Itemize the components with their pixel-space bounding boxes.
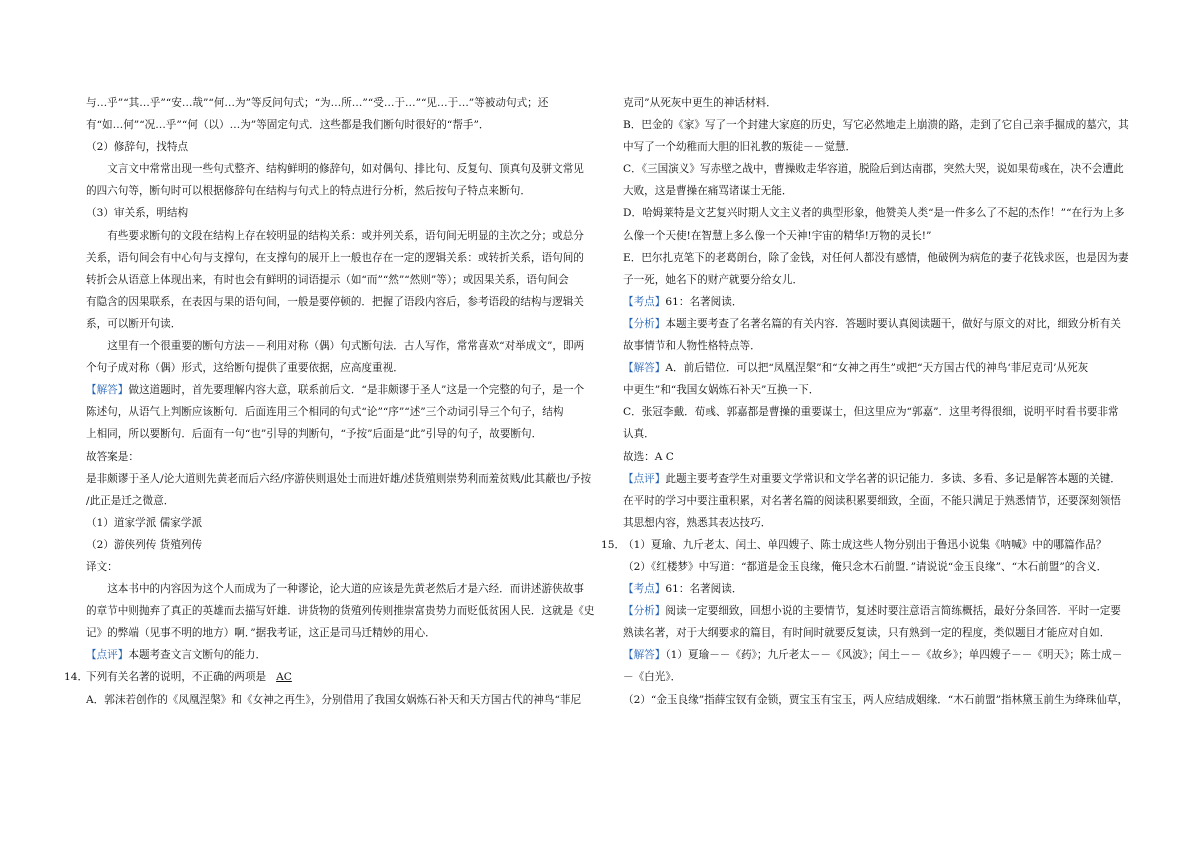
left-column: [64, 92, 595, 711]
text-line: [623, 468, 1129, 490]
text-line: [86, 202, 590, 224]
line-text: 下列有关名著的说明，不正确的两项是: [86, 671, 267, 684]
text-line: [623, 225, 1129, 247]
text-line: [86, 269, 590, 291]
line-text: 的四六句等，断句时可以根据修辞句在结构与句式上的特点进行分析，然后按句子特点来断句．: [86, 185, 531, 198]
line-text: 么像一个天使!在智慧上多么像一个天神!宇宙的精华!万物的灵长!”: [623, 229, 932, 242]
text-line: [86, 556, 590, 578]
line-text: 中写了一个幼稚而大胆的旧礼教的叛徒－－觉慧．: [623, 141, 857, 154]
text-line: [623, 136, 1129, 158]
line-text: （2）《红楼梦》中写道：“都道是金玉良缘，俺只念木石前盟．”请说说“金玉良缘”、“木石前盟”的含义．: [623, 560, 1108, 573]
question-number: 14．: [64, 671, 89, 684]
line-text: 此题主要考查学生对重要文学常识和文学名著的识记能力．多读、多看、多记是解答本题的关键．: [665, 472, 1121, 485]
line-text: E．巴尔扎克笔下的老葛朗台，除了金钱，对任何人都没有感情，他破例为病危的妻子花钱求医，也是因为妻: [623, 251, 1129, 264]
line-text: 61：名著阅读．: [665, 295, 743, 308]
line-text: （2）“金玉良缘”指薛宝钗有金锁，贾宝玉有宝玉，两人应结成姻缘．“木石前盟”指林黛玉前生为绛珠仙草，: [623, 693, 1129, 706]
line-text: （2）游侠列传 货殖列传: [86, 538, 203, 551]
section-tag: 【点评】: [623, 472, 666, 485]
section-tag: 【分析】: [623, 317, 666, 330]
line-text: 是非颇谬于圣人/论大道则先黄老而后六经/序游侠则退处士而进奸雄/述货殖则崇势利而羞贫贱/此其蔽也/予按: [86, 472, 592, 485]
text-line: [86, 622, 590, 644]
text-line: [623, 92, 1129, 114]
section-tag: 【解答】: [623, 649, 666, 662]
line-text: 有隐含的因果联系，在表因与果的语句间，一般是要停顿的．把握了语段内容后，参考语段的结构与逻辑关: [86, 295, 584, 308]
section-tag: 【考点】: [623, 583, 666, 596]
text-line: [623, 357, 1129, 379]
line-text: 克司”从死灰中更生的神话材料．: [623, 97, 777, 109]
text-line: [623, 291, 1129, 313]
text-line: [86, 92, 590, 114]
text-line: [623, 490, 1129, 512]
text-line: [86, 158, 590, 180]
line-text: 认真．: [623, 428, 655, 441]
line-text: C．张冠李戴．荀彧、郭嘉都是曹操的重要谋士，但这里应为“郭嘉”．这里考得很细，说明平时看书要非常: [623, 406, 1119, 419]
text-line: [86, 180, 590, 202]
text-line: [623, 158, 1129, 180]
line-text: 故事情节和人物性格特点等．: [623, 340, 761, 353]
line-text: 陈述句，从语气上判断应该断句．后面连用三个相同的句式“论”“序”“述”三个动词引导三个句子，结构: [86, 406, 564, 419]
line-text: 61：名著阅读．: [665, 583, 743, 596]
text-line: [623, 114, 1129, 136]
line-text: 阅读一定要细致，回想小说的主要情节，复述时要注意语言简练概括，最好分条回答．平时一定要: [665, 605, 1121, 618]
section-tag: 【分析】: [623, 605, 666, 618]
line-text: A．郭沫若创作的《凤凰涅槃》和《女神之再生》，分别借用了我国女娲炼石补天和天方国古代的神鸟“菲尼: [86, 693, 582, 706]
line-text: 中更生”和“我国女娲炼石补天”互换一下．: [623, 384, 820, 397]
line-text: 系，可以断开句读．: [86, 317, 182, 330]
line-text: 本题考查文言文断句的能力．: [128, 649, 267, 662]
text-line: [623, 379, 1129, 401]
line-text: 文言文中常常出现一些句式整齐、结构鲜明的修辞句，如对偶句、排比句、反复句、顶真句及骈文常见: [107, 163, 584, 176]
text-line: [86, 446, 590, 468]
line-text: 故答案是：: [86, 450, 139, 463]
text-line: [86, 512, 590, 534]
text-line: [86, 225, 590, 247]
text-line: [86, 379, 590, 401]
line-text: 有些要求断句的文段在结构上存在较明显的结构关系：或并列关系，语句间无明显的主次之分；或总分: [107, 229, 584, 242]
line-text: B．巴金的《家》写了一个封建大家庭的历史，写它必然地走上崩溃的路，走到了它自己亲手掘成的墓穴，其: [623, 119, 1129, 132]
line-text: －《白光》．: [623, 671, 682, 684]
text-line: [623, 578, 1129, 600]
question-number: 15．: [601, 538, 626, 551]
line-text: 有“如…何”“况…乎”“何（以）…为”等固定句式．这些都是我们断句时很好的“帮手”．: [86, 119, 490, 132]
section-tag: 【点评】: [86, 649, 129, 662]
line-text: 子一死，她名下的财产就要分给女儿．: [623, 273, 804, 286]
section-tag: 【解答】: [86, 384, 129, 397]
line-text: 大败，这是曹操在痛骂诸谋士无能．: [623, 185, 793, 198]
text-line: [623, 622, 1129, 644]
text-line: [86, 423, 590, 445]
text-line: [86, 600, 595, 622]
line-text: 个句子成对称（偶）形式，这给断句提供了重要依据，应高度重视．: [86, 362, 404, 375]
text-line: [623, 556, 1129, 578]
text-line: [601, 534, 1129, 556]
line-text: /此正是迁之微意．: [86, 494, 175, 507]
text-line: [623, 269, 1129, 291]
line-text: （1）道家学派 儒家学派: [86, 516, 203, 529]
line-text: （3）审关系，明结构: [86, 207, 189, 220]
text-line: [623, 689, 1129, 711]
line-text: （1）夏瑜－－《药》；九斤老太－－《风波》；闰土－－《故乡》；单四嫂子－－《明天》；陈士成－: [665, 649, 1123, 662]
line-text: 其思想内容，熟悉其表达技巧．: [623, 516, 772, 529]
line-text: C．《三国演义》写赤壁之战中，曹操败走华容道，脱险后到达南郡，突然大哭，说如果荀彧在，决不会遭此: [623, 163, 1124, 176]
text-line: [623, 423, 1129, 445]
text-line: [86, 578, 590, 600]
text-line: [623, 446, 1129, 468]
line-text: 译文：: [86, 560, 118, 573]
text-line: [86, 644, 590, 666]
line-text: 这里有一个很重要的断句方法－－利用对称（偶）句式断句法．古人写作，常常喜欢“对举成文”，即两: [107, 340, 585, 353]
text-line: [623, 180, 1129, 202]
text-line: [86, 291, 590, 313]
line-text: 故选：A C: [623, 450, 674, 463]
line-text: 在平时的学习中要注重积累，对名著名篇的阅读积累要细致，全面，不能只满足于熟悉情节，还要深刻领悟: [623, 494, 1121, 507]
text-line: [86, 136, 590, 158]
line-text: 熟读名著，对于大纲要求的篇目，有时间时就要反复读，只有熟到一定的程度，类似题目才能应对自如．: [623, 627, 1111, 640]
text-line: [86, 114, 590, 136]
answer-blank: AC: [276, 671, 292, 684]
text-line: [64, 666, 590, 688]
text-line: [623, 644, 1129, 666]
section-tag: 【考点】: [623, 295, 666, 308]
line-text: 转折会从语意上体现出来，有时也会有鲜明的词语提示（如“而”“然”“然则”等）；或因果关系，语句间会: [86, 273, 569, 286]
line-text: D．哈姆莱特是文艺复兴时期人文主义者的典型形象，他赞美人类“是一件多么了不起的杰作！”“在行为上多: [623, 207, 1125, 220]
section-tag: 【解答】: [623, 362, 666, 375]
text-line: [86, 313, 590, 335]
text-line: [623, 512, 1129, 534]
text-line: [623, 600, 1129, 622]
text-line: [86, 357, 590, 379]
text-line: [623, 313, 1129, 335]
line-text: （1）夏瑜、九斤老太、闰土、单四嫂子、陈士成这些人物分别出于鲁迅小说集《呐喊》中的哪篇作品？: [623, 538, 1107, 551]
text-line: [623, 202, 1129, 224]
line-text: 与…乎”“其…乎”“安…哉”“何…为”等反问句式；“为…所…”“受…于…”“见…于…”等被动句式；还: [86, 97, 549, 109]
line-text: 本题主要考查了名著名篇的有关内容．答题时要认真阅读题干，做好与原文的对比，细致分析有关: [665, 317, 1121, 330]
text-line: [623, 335, 1129, 357]
right-column: [601, 92, 1129, 711]
line-text: 关系，语句间会有中心句与支撑句，在支撑句的展开上一般也存在一定的逻辑关系：或转折关系，语句间的: [86, 251, 584, 264]
text-line: [86, 335, 590, 357]
line-text: 做这道题时，首先要理解内容大意，联系前后文．“是非颇谬于圣人”这是一个完整的句子，是一个: [128, 384, 585, 397]
text-line: [86, 534, 590, 556]
text-line: [86, 468, 590, 490]
line-text: 的章节中则抛弃了真正的英雄而去描写奸雄．讲货物的货殖列传则推崇富贵势力而贬低贫困人民．这就是《史: [86, 605, 595, 618]
text-line: [623, 666, 1129, 688]
text-line: [86, 247, 590, 269]
text-line: [86, 490, 590, 512]
line-text: 这本书中的内容因为这个人而成为了一种谬论，论大道的应该是先黄老然后才是六经．而讲述游侠故事: [107, 583, 584, 596]
text-line: [623, 247, 1129, 269]
text-line: [86, 401, 590, 423]
line-text: 记》的弊端（见事不明的地方）啊．”据我考证，这正是司马迁精妙的用心．: [86, 627, 436, 640]
line-text: A．前后错位．可以把“凤凰涅槃”和“女神之再生”或把“天方国古代的神鸟‘菲尼克司’从死灰: [665, 362, 1089, 375]
line-text: 上相同，所以要断句．后面有一句“也”引导的判断句，“予按”后面是“此”引导的句子，故要断句．: [86, 428, 543, 441]
text-line: [623, 401, 1129, 423]
line-text: （2）修辞句，找特点: [86, 141, 189, 154]
text-line: [86, 689, 590, 711]
